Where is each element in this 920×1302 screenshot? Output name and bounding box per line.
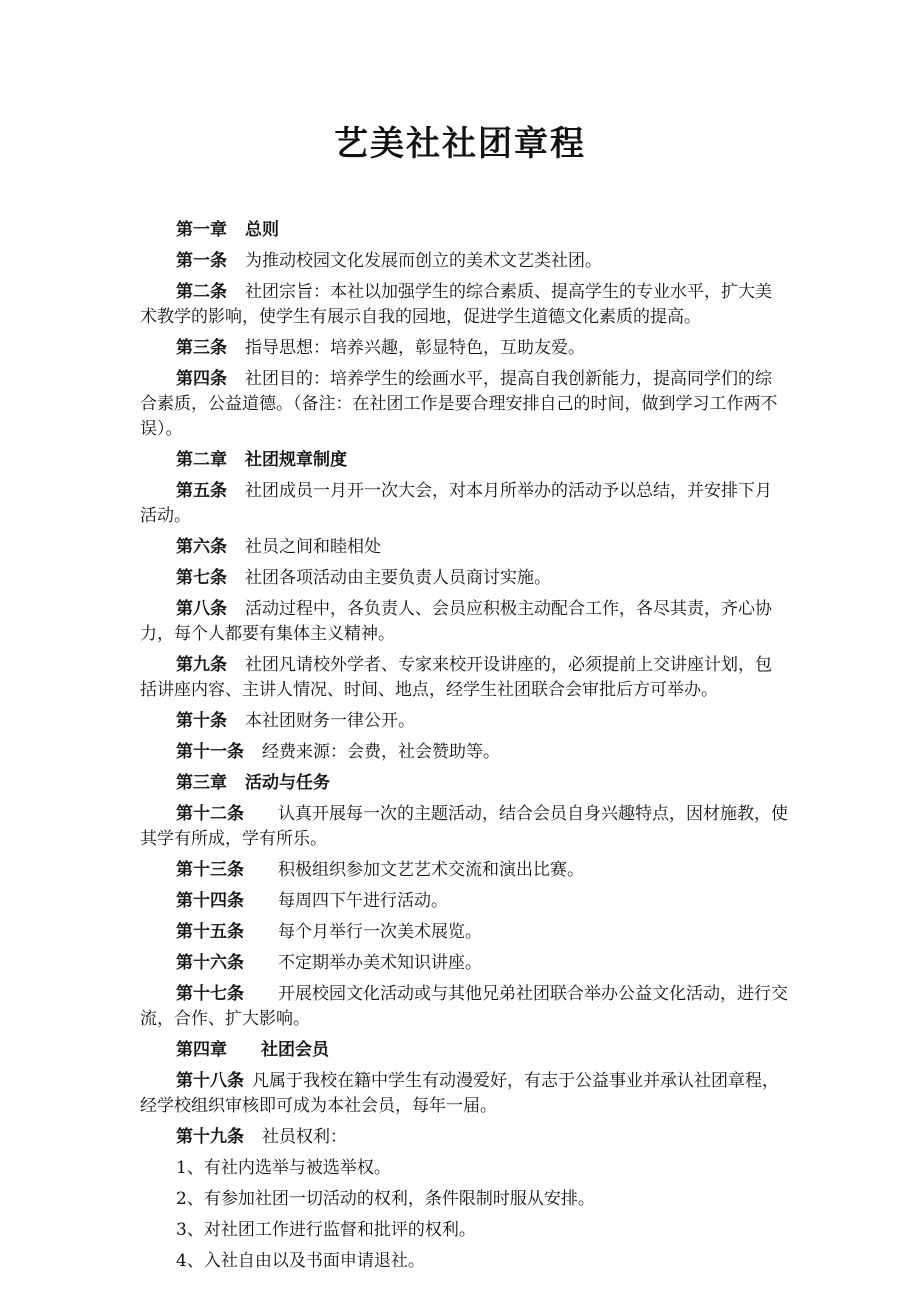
paragraph-text: 指导思想：培养兴趣，彰显特色，互助友爱。 xyxy=(245,338,585,358)
paragraph-text: 每周四下午进行活动。 xyxy=(278,891,448,911)
article-heading: 第二章 xyxy=(176,450,227,470)
article-heading: 第四章 xyxy=(176,1040,227,1060)
paragraph-text: 不定期举办美术知识讲座。 xyxy=(278,953,482,973)
article-heading: 第十二条 xyxy=(176,804,244,824)
paragraph xyxy=(140,218,788,243)
article-heading: 第五条 xyxy=(176,481,227,501)
paragraph-text: 2、有参加社团一切活动的权利，条件限制时服从安排。 xyxy=(176,1189,595,1209)
paragraph-text: 社员之间和睦相处 xyxy=(245,537,381,557)
article-heading: 第十六条 xyxy=(176,953,244,973)
article-heading: 第三章 xyxy=(176,773,227,793)
paragraph xyxy=(140,802,788,852)
paragraph xyxy=(140,771,788,796)
article-heading: 第十五条 xyxy=(176,922,244,942)
article-heading: 第四条 xyxy=(176,369,227,389)
article-heading: 第十条 xyxy=(176,711,227,731)
paragraph xyxy=(140,1038,788,1063)
paragraph-text: 每个月举行一次美术展览。 xyxy=(278,922,482,942)
paragraph-text: 社员权利： xyxy=(262,1127,347,1147)
article-heading: 第七条 xyxy=(176,568,227,588)
paragraph-text: 社团成员一月开一次大会，对本月所举办的活动予以总结，并安排下月活动。 xyxy=(140,481,772,526)
document-body xyxy=(140,218,788,1280)
paragraph-text: 社团凡请校外学者、专家来校开设讲座的，必须提前上交讲座计划，包括讲座内容、主讲人情况、时间、地点，经学生社团联合会审批后方可举办。 xyxy=(140,655,772,700)
paragraph-text: 开展校园文化活动或与其他兄弟社团联合举办公益文化活动，进行交流，合作、扩大影响。 xyxy=(140,984,788,1029)
paragraph xyxy=(140,951,788,976)
paragraph-text: 活动过程中，各负责人、会员应积极主动配合工作，各尽其责，齐心协力，每个人都要有集体主义精神。 xyxy=(140,599,772,644)
paragraph xyxy=(140,479,788,529)
paragraph xyxy=(140,1218,788,1243)
paragraph-text: 4、入社自由以及书面申请退社。 xyxy=(176,1251,425,1271)
paragraph xyxy=(140,920,788,945)
article-heading: 第十三条 xyxy=(176,860,244,880)
article-heading: 第十一条 xyxy=(176,742,244,762)
paragraph xyxy=(140,858,788,883)
paragraph xyxy=(140,566,788,591)
paragraph-text: 社团宗旨：本社以加强学生的综合素质、提高学生的专业水平，扩大美术教学的影响，使学生有展示自我的园地，促进学生道德文化素质的提高。 xyxy=(140,282,772,327)
article-heading: 第十九条 xyxy=(176,1127,244,1147)
chapter-title: 活动与任务 xyxy=(245,773,330,793)
paragraph-text: 本社团财务一律公开。 xyxy=(245,711,415,731)
paragraph-text: 1、有社内选举与被选举权。 xyxy=(176,1158,391,1178)
paragraph-text: 认真开展每一次的主题活动，结合会员自身兴趣特点，因材施教，使其学有所成，学有所乐。 xyxy=(140,804,788,849)
paragraph xyxy=(140,280,788,330)
article-heading: 第一章 xyxy=(176,220,227,240)
paragraph-text: 为推动校园文化发展而创立的美术文艺类社团。 xyxy=(245,251,602,271)
paragraph xyxy=(140,1069,788,1119)
paragraph xyxy=(140,653,788,703)
chapter-title: 社团会员 xyxy=(261,1040,329,1060)
paragraph-text: 积极组织参加文艺艺术交流和演出比赛。 xyxy=(278,860,584,880)
paragraph xyxy=(140,1156,788,1181)
article-heading: 第一条 xyxy=(176,251,227,271)
paragraph-text: 社团目的：培养学生的绘画水平，提高自我创新能力，提高同学们的综合素质，公益道德。（备注：在社团工作是要合理安排自己的时间，做到学习工作两不误）。 xyxy=(140,369,778,439)
article-heading: 第二条 xyxy=(176,282,227,302)
paragraph-text: 经费来源：会费，社会赞助等。 xyxy=(262,742,500,762)
paragraph xyxy=(140,249,788,274)
paragraph xyxy=(140,740,788,765)
article-heading: 第六条 xyxy=(176,537,227,557)
paragraph xyxy=(140,367,788,442)
paragraph xyxy=(140,1187,788,1212)
paragraph-text: 3、对社团工作进行监督和批评的权利。 xyxy=(176,1220,476,1240)
paragraph-text: 凡属于我校在籍中学生有动漫爱好，有志于公益事业并承认社团章程，经学校组织审核即可成为本社会员，每年一届。 xyxy=(140,1071,779,1116)
paragraph xyxy=(140,597,788,647)
chapter-title: 总则 xyxy=(245,220,279,240)
paragraph xyxy=(140,982,788,1032)
paragraph xyxy=(140,889,788,914)
paragraph xyxy=(140,535,788,560)
paragraph xyxy=(140,448,788,473)
paragraph xyxy=(140,709,788,734)
document-title: 艺美社社团章程 xyxy=(334,124,586,164)
article-heading: 第八条 xyxy=(176,599,227,619)
paragraph xyxy=(140,336,788,361)
article-heading: 第三条 xyxy=(176,338,227,358)
paragraph xyxy=(140,1125,788,1150)
article-heading: 第十七条 xyxy=(176,984,244,1004)
article-heading: 第十八条 xyxy=(176,1071,244,1091)
chapter-title: 社团规章制度 xyxy=(245,450,347,470)
paragraph xyxy=(140,1249,788,1274)
paragraph-text: 社团各项活动由主要负责人员商讨实施。 xyxy=(245,568,551,588)
article-heading: 第九条 xyxy=(176,655,227,675)
article-heading: 第十四条 xyxy=(176,891,244,911)
